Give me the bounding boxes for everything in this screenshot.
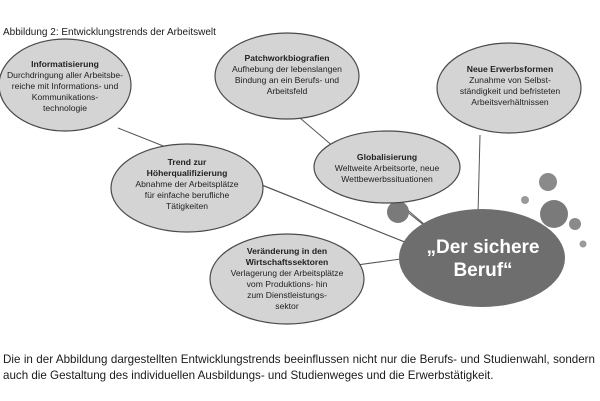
bubble-line: Verlagerung der Arbeitsplätze <box>230 268 344 278</box>
bubble-line: zum Dienstleistungs- <box>247 290 327 300</box>
bubble-title: Globalisierung <box>356 152 418 162</box>
dot-small-right <box>569 218 581 230</box>
body-paragraph: Die in der Abbildung dargestellten Entwicklungstrends beeinflussen nicht nur die Berufs- und Studienwahl, sondern auch die Gestaltung des individuellen Ausbildungs- und Studienweges und die Erwerbstätigkeit. <box>3 353 595 382</box>
dot-top-right <box>539 173 557 191</box>
bubble-title: Informatisierung <box>31 59 99 69</box>
bubble-line: Weltweite Arbeitsorte, neue <box>334 163 440 173</box>
bubble-line: Bindung an ein Berufs- und <box>234 75 340 85</box>
bubble-wirtschaftssektoren-text <box>212 246 362 312</box>
bubble-title: Wirtschaftssektoren <box>245 257 329 267</box>
bubble-erwerbsformen-text <box>440 64 580 108</box>
center-label-line1: „Der sichere <box>426 237 540 258</box>
bubble-globalisierung-text <box>317 152 457 185</box>
bubble-line: Aufhebung der lebenslangen <box>232 64 342 74</box>
dot-large-left <box>387 201 409 223</box>
bubble-line: Abnahme der Arbeitsplätze <box>135 179 239 189</box>
bubble-title: Trend zur <box>167 157 207 167</box>
dot-tiny-right <box>580 241 587 248</box>
bubble-line: vom Produktions- hin <box>246 279 328 289</box>
bubble-line: Zunahme von Selbst- <box>469 75 551 85</box>
bubble-line: Arbeitsverhältnissen <box>471 97 549 107</box>
bubble-title: Patchworkbiografien <box>244 53 330 63</box>
center-label-line2: Beruf“ <box>453 260 513 281</box>
bubble-title: Neue Erwerbsformen <box>466 64 554 74</box>
bubble-line: sektor <box>275 301 299 311</box>
center-label <box>418 236 548 282</box>
bubble-hoeherqualifizierung-text <box>112 157 262 212</box>
bubble-line: Tätigkeiten <box>165 201 209 211</box>
bubble-title: Veränderung in den <box>246 246 328 256</box>
figure-caption: Abbildung 2: Entwicklungstrends der Arbeitswelt <box>3 27 216 38</box>
dot-small-mid <box>521 196 529 204</box>
bubble-line: Durchdringung aller Arbeitsbe- <box>6 70 124 80</box>
bubble-line: Wettbewerbssituationen <box>341 174 433 184</box>
bubble-patchwork-text <box>217 53 357 97</box>
dot-large-right <box>540 200 568 228</box>
bubble-line: ständigkeit und befristeten <box>459 86 561 96</box>
bubble-line: technologie <box>43 103 87 113</box>
bubble-line: reiche mit Informations- und <box>11 81 119 91</box>
bubble-line: Kommunikations- <box>31 92 99 102</box>
bubble-title: Höherqualifizierung <box>146 168 228 178</box>
bubble-informatisierung-text <box>0 59 130 114</box>
connector-erwerbsformen <box>478 135 480 214</box>
bubble-line: Arbeitsfeld <box>266 86 308 96</box>
bubble-line: für einfache berufliche <box>144 190 230 200</box>
